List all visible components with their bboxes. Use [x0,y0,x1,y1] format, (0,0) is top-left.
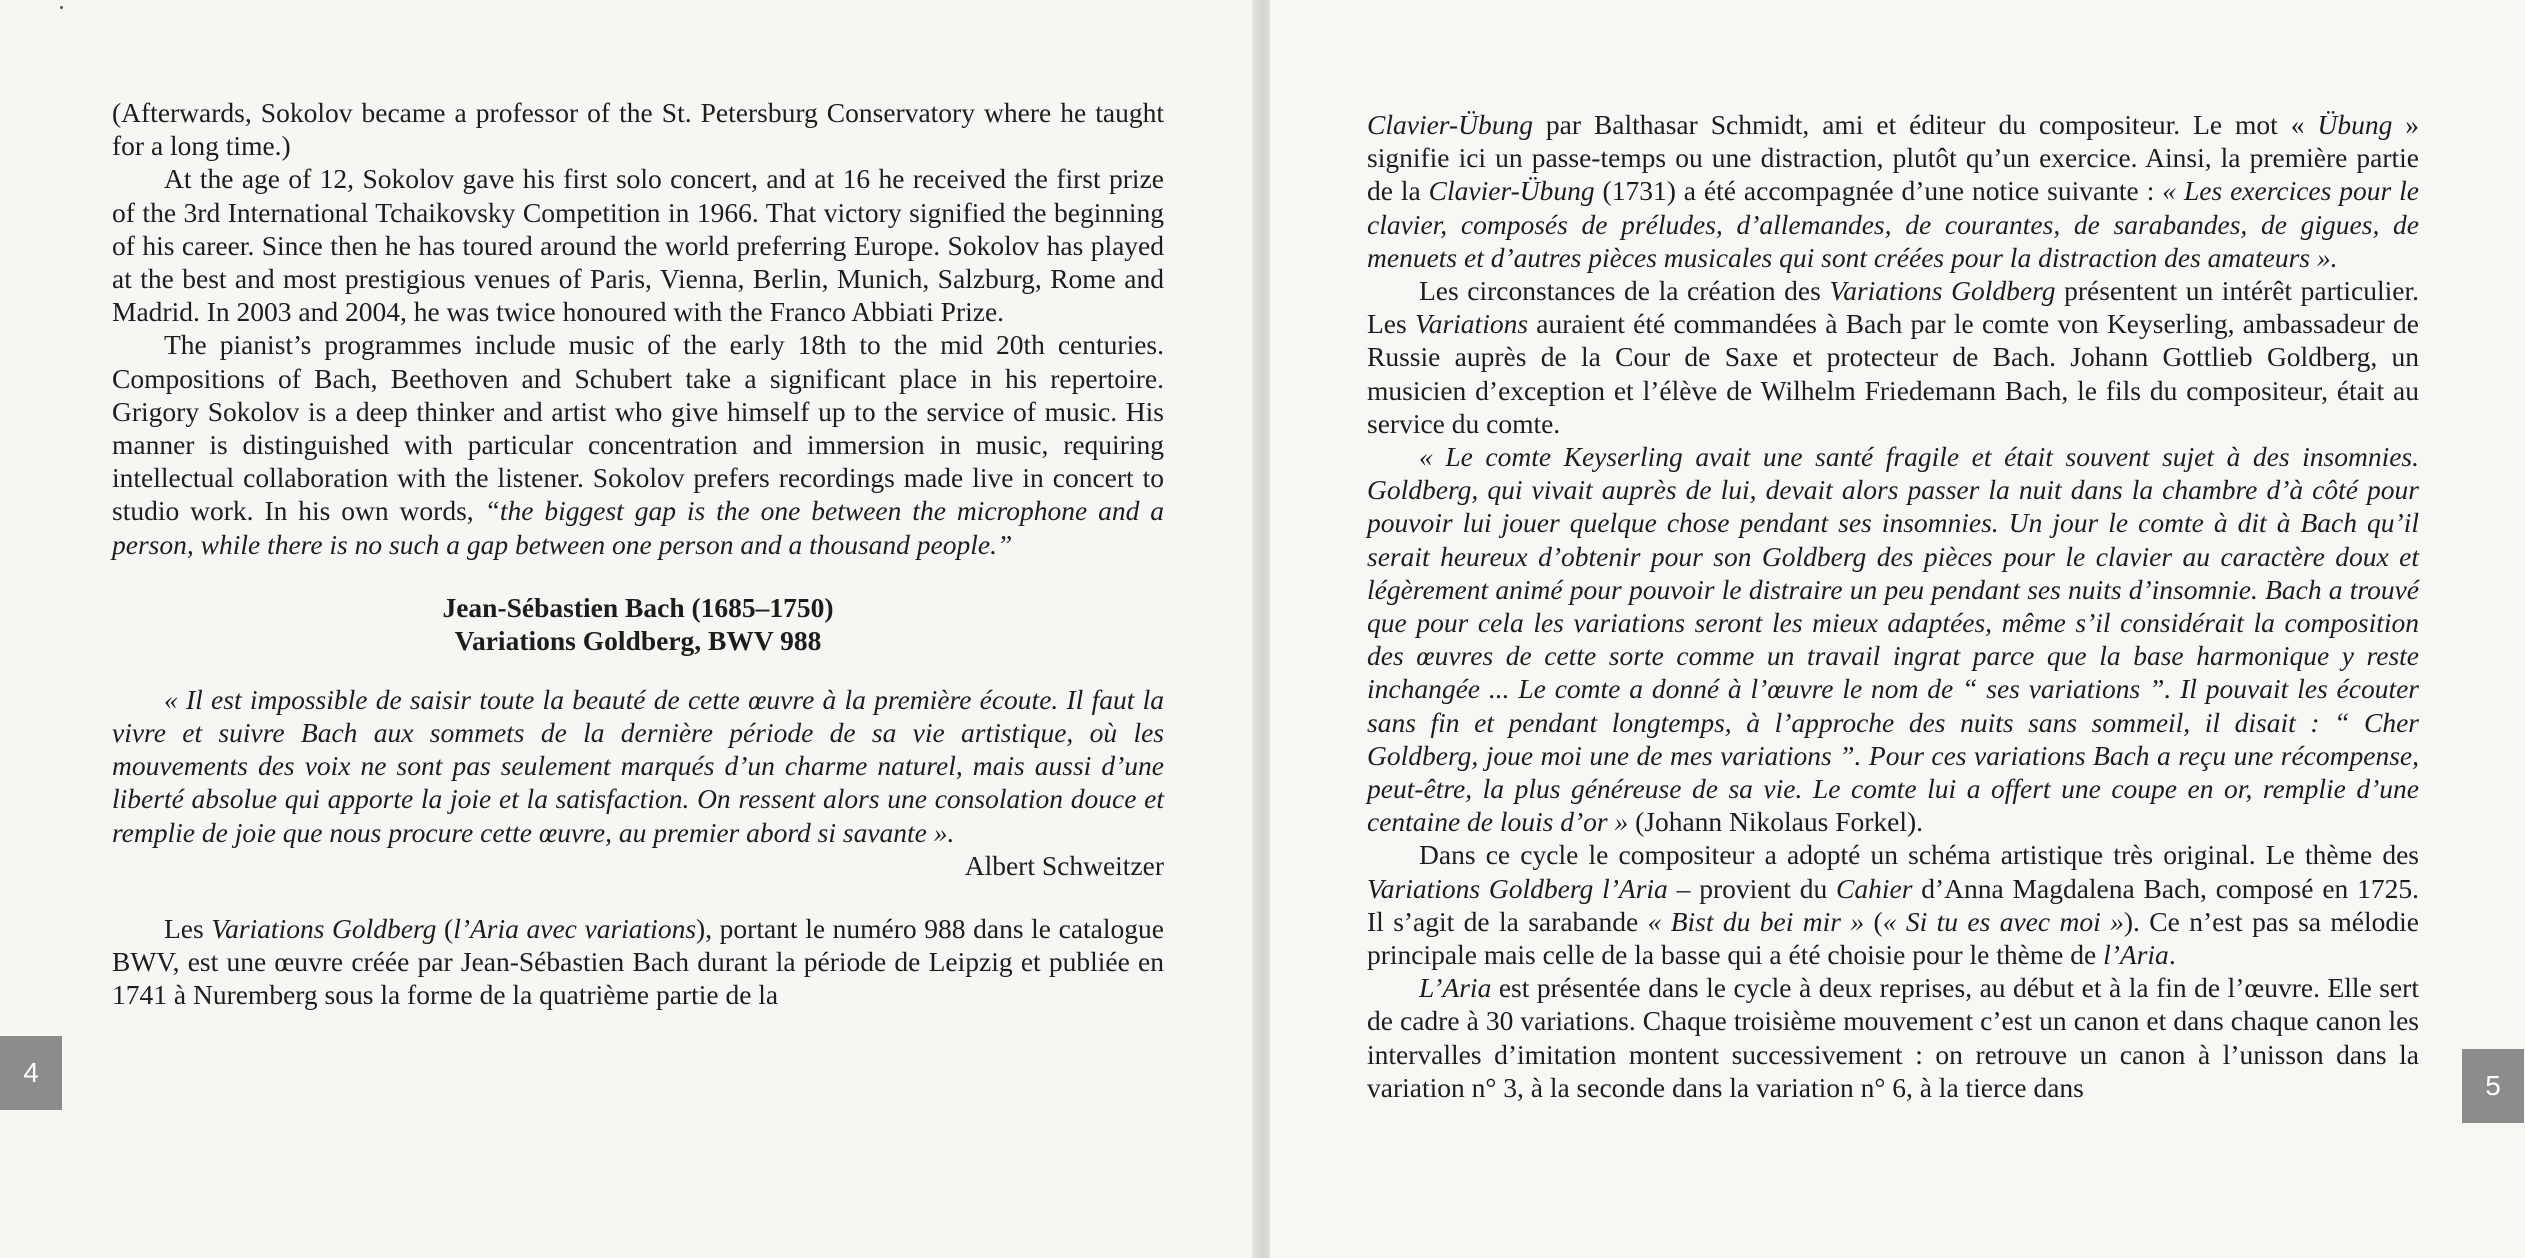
paragraph-3-text: The pianist’s programmes include music of the early 18th to the mid 20th centuries. Compositions of Bach, Beethoven and Schubert take a significant place in his repertoire. Grigory Sokolov is a deep thinker and artist who give himself up to the service of music. His manner is distinguished with particular concentration and immersion in music, requiring intellectual collaboration with the listener. Sokolov prefers recordings made live in concert to studio work. In his own words, [112,329,1164,527]
left-page [0,0,1258,1258]
heading-composer: Jean-Sébastien Bach (1685–1750) [442,591,834,623]
print-mark [60,6,63,9]
paragraph-last: Les Variations Goldberg (l’Aria avec variations), portant le numéro 988 dans le catalogue BWV, est une œuvre créée par Jean-Sébastien Bach durant la période de Leipzig et publiée en 1741 à Nuremberg sous la forme de la quatrième partie de la [112,913,1164,1011]
schweitzer-quote-text: « Il est impossible de saisir toute la beauté de cette œuvre à la première écoute. Il faut la vivre et suivre Bach aux sommets de la dernière période de sa vie artistique, où les mouvements des voix ne sont pas seulement marqués d’un charme naturel, mais aussi d’une liberté absolue qui apporte la joie et la satisfaction. On ressent alors une consolation douce et remplie de joie que nous procure cette œuvre, au premier abord si savante ». [112,683,1164,848]
spacer [112,882,1164,912]
sokolov-quote: “the biggest gap is the one between the microphone and a person, while there is no such a gap between one person and a thousand people.” [112,495,1164,560]
paragraph-clavier: Clavier-Übung par Balthasar Schmidt, ami et éditeur du compositeur. Le mot « Übung » signifie ici un passe-temps ou une distraction, plutôt qu’un exercice. Ainsi, la première partie de la Clavier-Übung (1731) a été accompagnée d’une notice suivante : « Les exercices pour le clavier, composés de préludes, d’allemandes, de courantes, de sarabandes, de gigues, de menuets et d’autres pièces musicales qui sont créées pour la distraction des amateurs ». [1367,109,2420,273]
left-page-text [112,96,1164,1012]
paragraph-1: (Afterwards, Sokolov became a professor of the St. Petersburg Conservatory where he taught for a long time.) [112,97,1164,162]
paragraph-3 [112,328,1164,560]
paragraph-forkel-quote: « Le comte Keyserling avait une santé fragile et était souvent sujet à des insomnies. Goldberg, qui vivait auprès de lui, devait alors passer la nuit dans la chambre d’à côté pour pouvoir lui jouer quelque chose pendant ses insomnies. Un jour le comte à dit à Bach qu’il serait heureux d’obtenir pour son Goldberg des pièces pour le clavier au caractère doux et légèrement animé pour pouvoir le distraire un peu pendant ses nuits d’insomnie. Bach a trouvé que pour cela les variations seront les mieux adaptées, même s’il considérait la composition des œuvres de cette sorte comme un travail ingrat parce que la base harmonique y reste inchangée ... Le comte a donné à l’œuvre le nom de “ ses variations ”. Il pouvait les écouter sans fin et pendant longtemps, à l’approche des nuits sans sommeil, il disait : “ Cher Goldberg, joue moi une de mes variations ”. Pour ces variations Bach a reçu une récompense, peut-être, la plus généreuse de sa vie. Le comte lui a offert une coupe en or, remplie d’une centaine de louis d’or » (Johann Nikolaus Forkel). [1367,441,2419,838]
paragraph-aria: L’Aria est présentée dans le cycle à deux reprises, au début et à la fin de l’œuvre. Elle sert de cadre à 30 variations. Chaque troisième mouvement c’est un canon et dans chaque canon les intervalles d’imitation montent successivement : on retrouve un canon à l’unisson dans la variation n° 3, à la seconde dans la variation n° 6, à la tierce dans [1367,972,2419,1103]
right-page-text [1367,108,2419,1104]
paragraph-2: At the age of 12, Sokolov gave his first solo concert, and at 16 he received the first prize of the 3rd International Tchaikovsky Competition in 1966. That victory signified the beginning of his career. Since then he has toured around the world preferring Europe. Sokolov has played at the best and most prestigious venues of Paris, Vienna, Berlin, Munich, Salzburg, Rome and Madrid. In 2003 and 2004, he was twice honoured with the Franco Abbiati Prize. [112,163,1164,328]
schweitzer-quote [112,683,1164,849]
attribution: Albert Schweitzer [964,849,1164,881]
paragraph-circonstances: Les circonstances de la création des Variations Goldberg présentent un intérêt particulier. Les Variations auraient été commandées à Bach par le comte von Keyserling, ambassadeur de Russie auprès de la Cour de Saxe et protecteur de Bach. Johann Gottlieb Goldberg, un musicien d’exception et l’élève de Wilhelm Friedemann Bach, le fils du compositeur, était au service du comte. [1367,275,2419,439]
right-page [1270,0,2525,1258]
page-number-right: 5 [2462,1049,2524,1123]
page-number-left: 4 [0,1036,62,1110]
work-heading [112,591,1164,657]
heading-work: Variations Goldberg, BWV 988 [454,624,822,656]
paragraph-cycle: Dans ce cycle le compositeur a adopté un schéma artistique très original. Le thème des Variations Goldberg l’Aria – provient du Cahier d’Anna Magdalena Bach, composé en 1725. Il s’agit de la sarabande « Bist du bei mir » (« Si tu es avec moi »). Ce n’est pas sa mélodie principale mais celle de la basse qui a été choisie pour le thème de l’Aria. [1367,839,2419,971]
